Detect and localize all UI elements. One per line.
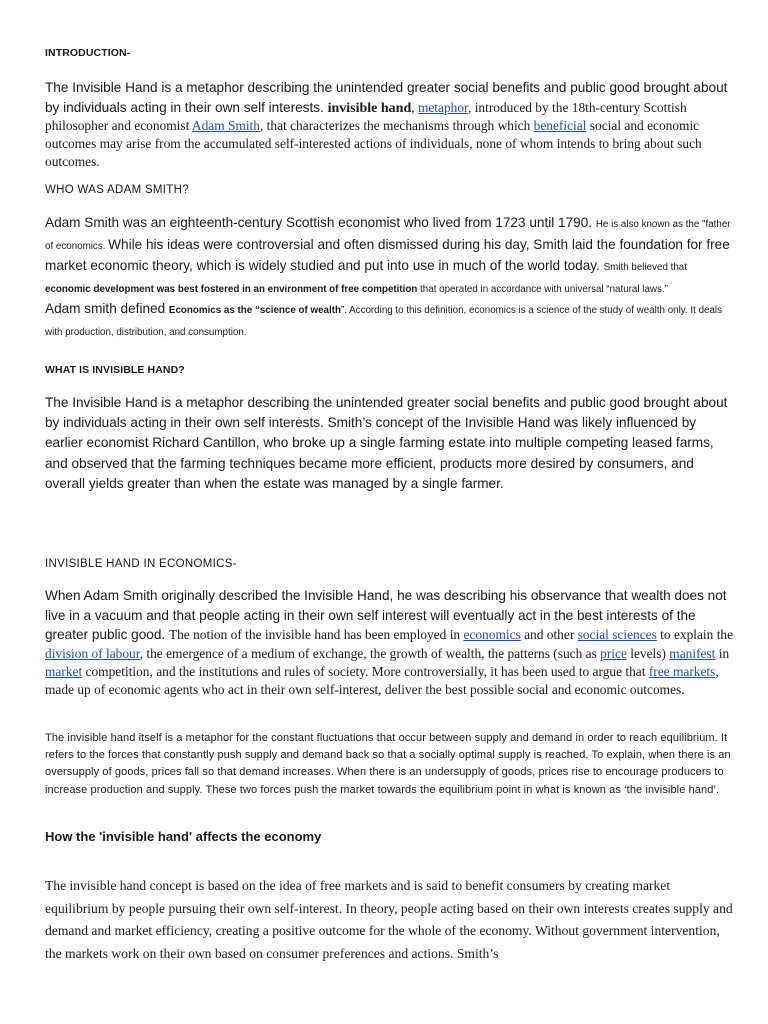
price-link[interactable]: price	[600, 645, 627, 661]
what-paragraph: The Invisible Hand is a metaphor describing the unintended greater social benefits and public good brought about by individuals acting in their own self interests. Smith’s concept of the Invisible Hand was likely influenced by earlier economist Richard Cantillon, who broke up a single farming estate into multiple competing leased farms, and observed that the farming techniques became more efficient, products more desired by consumers, and overall yields greater than when the estate was managed by a single farmer.	[45, 395, 728, 491]
introduction-paragraph: The Invisible Hand is a metaphor describing the unintended greater social benefits and public good brought about by individuals acting in their own self interests. invisible hand, metaphor, introduced by the 18th-century Scottish philosopher and economist Adam Smith, that characterizes the mechanisms through which beneficial social and economic outcomes may arise from the accumulated self-interested actions of individuals, none of whom intends to bring about such outcomes.	[45, 80, 728, 169]
metaphor-link[interactable]: metaphor	[417, 99, 468, 115]
economics-heading: INVISIBLE HAND IN ECONOMICS-	[45, 558, 237, 570]
beneficial-link[interactable]: beneficial	[533, 118, 587, 133]
who-heading: WHO WAS ADAM SMITH?	[45, 184, 189, 196]
market-link[interactable]: market	[45, 663, 83, 679]
who-paragraph: Adam Smith was an eighteenth-century Scottish economist who lived from 1723 until 1790. He is also known as the "father of economics. While his ideas were controversial and often dismissed during his day, Smith laid the foundation for free market economic theory, which is widely studied and put into use in much of the world today. Smith believed that economic development was best fostered in an environment of free competition that operated in accordance with universal “natural laws.” Adam smith defined Economics as the “science of wealth”. According to this definition, economics is a science of the study of wealth only. It deals with production, distribution, and consumption.	[45, 215, 731, 338]
intro-text-1: The Invisible Hand is a metaphor describing the unintended greater social benefits and public good brought about by individuals acting in their own self interests.	[45, 80, 728, 115]
introduction-heading: INTRODUCTION-	[45, 47, 131, 59]
manifest-link[interactable]: manifest	[669, 645, 716, 661]
how-paragraph: The invisible hand concept is based on the idea of free markets and is said to benefit consumers by creating market equilibrium by people pursuing their own self-interest. In theory, people acting based on their own interests creates supply and demand and market efficiency, creating a positive outcome for the whole of the economy. Without government intervention, the markets work on their own based on consumer preferences and actions. Smith’s	[45, 878, 733, 961]
free-markets-link[interactable]: free markets	[648, 663, 716, 679]
equilibrium-paragraph: The invisible hand itself is a metaphor for the constant fluctuations that occur between supply and demand in order to reach equilibrium. It refers to the forces that constantly push supply and demand back so that a socially optimal supply is reached. To explain, when there is an oversupply of goods, prices fall so that demand increases. When there is an undersupply of goods, prices rise to encourage producers to increase production and supply. These two forces push the market towards the equilibrium point in what is known as ‘the invisible hand’.	[45, 732, 731, 796]
adam-smith-link[interactable]: Adam Smith	[191, 118, 260, 133]
social-sciences-link[interactable]: social sciences	[577, 627, 657, 642]
economics-link[interactable]: economics	[463, 627, 521, 642]
how-heading: How the 'invisible hand' affects the economy	[45, 829, 322, 844]
what-heading: WHAT IS INVISIBLE HAND?	[45, 364, 185, 376]
division-of-labour-link[interactable]: division of labour	[45, 645, 140, 661]
economics-paragraph: When Adam Smith originally described the Invisible Hand, he was describing his observance that wealth does not live in a vacuum and that people acting in their own self interest will eventually act in the best interests of the greater public good. The notion of the invisible hand has been employed in economics and other social sciences to explain the division of labour, the emergence of a medium of exchange, the growth of wealth, the patterns (such as price levels) manifest in market competition, and the institutions and rules of society. More controversially, it has been used to argue that free markets, made up of economic agents who act in their own self-interest, deliver the best possible social and economic outcomes.	[45, 588, 734, 697]
intro-bold-term: invisible hand	[327, 100, 412, 116]
